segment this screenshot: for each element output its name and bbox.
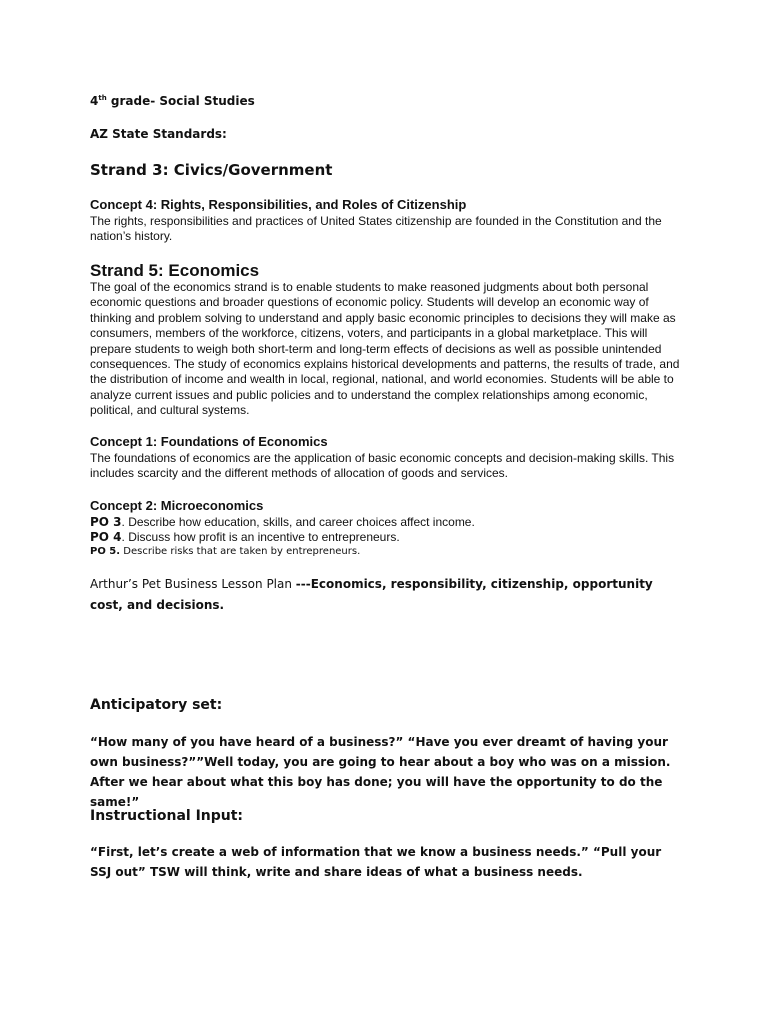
- po3-line: [90, 515, 680, 530]
- po5-text: Describe risks that are taken by entrepreneurs.: [120, 546, 361, 557]
- concept1-text: The foundations of economics are the application of basic economic concepts and decision-making skills. This includes scarcity and the different methods of allocation of goods and services.: [90, 451, 675, 481]
- strand5-title: Strand 5: Economics: [90, 261, 260, 280]
- grade-superscript: th: [98, 94, 107, 102]
- po5-line: [90, 546, 680, 557]
- grade-subject: grade- Social Studies: [106, 94, 255, 108]
- concept4-text: The rights, responsibilities and practices of United States citizenship are founded in the Constitution and the nation’s history.: [90, 214, 662, 244]
- instructional-input-quote: “First, let’s create a web of information that we know a business needs.” “Pull your SSJ out” TSW will think, write and share ideas of what a business needs.: [90, 845, 662, 879]
- po4-label: PO 4: [90, 530, 122, 544]
- po5-label: PO 5.: [90, 546, 121, 557]
- lesson-plan-heading: [90, 574, 680, 616]
- az-standards-heading: AZ State Standards:: [90, 127, 227, 141]
- concept2-title: Concept 2: Microeconomics: [90, 498, 264, 513]
- po3-label: PO 3: [90, 515, 122, 529]
- strand5-text: The goal of the economics strand is to enable students to make reasoned judgments about both personal economic questions and broader questions of economic policy. Students will develop an economic way of thinking and problem solving to understand and apply basic economic principles to decisions they will make as consumers, members of the workforce, citizens, voters, and participants in a global marketplace. This will prepare students to weigh both short-term and long-term effects of decisions as well as possible unintended consequences. The study of economics explains historical developments and patterns, the results of trade, and the distribution of income and wealth in local, regional, national, and world economies. Students will be able to analyze current issues and public policies and to understand the complex relationships among economic, political, and cultural systems.: [90, 280, 680, 418]
- anticipatory-set-title: Anticipatory set:: [90, 697, 223, 713]
- concept1-title: Concept 1: Foundations of Economics: [90, 434, 328, 449]
- concept4-title: Concept 4: Rights, Responsibilities, and Roles of Citizenship: [90, 197, 467, 212]
- strand3-title: Strand 3: Civics/Government: [90, 161, 333, 179]
- po3-text: . Describe how education, skills, and career choices affect income.: [121, 515, 475, 529]
- lesson-plan-label: Arthur’s Pet Business Lesson Plan: [90, 577, 296, 591]
- lesson-plan-topics: ---Economics, responsibility, citizenship, opportunity cost, and decisions.: [90, 577, 653, 612]
- instructional-input-title: Instructional Input:: [90, 808, 244, 824]
- anticipatory-set-quote: “How many of you have heard of a business?” “Have you ever dreamt of having your own business?””Well today, you are going to hear about a boy who was on a mission. After we hear about what this boy has done; you will have the opportunity to do the same!”: [90, 735, 671, 809]
- po4-line: [90, 530, 680, 545]
- grade-number: 4: [90, 94, 99, 108]
- grade-heading: [90, 94, 680, 108]
- po4-text: . Discuss how profit is an incentive to entrepreneurs.: [121, 530, 400, 544]
